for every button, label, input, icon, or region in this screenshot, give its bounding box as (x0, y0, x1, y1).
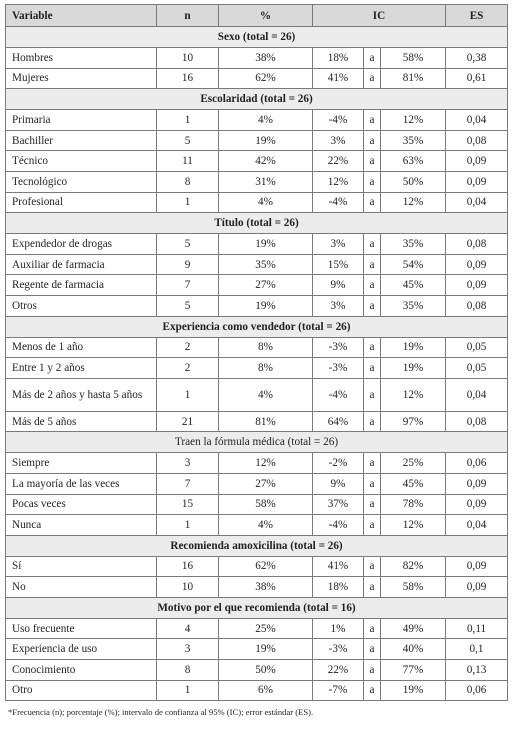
header-percent: % (219, 5, 313, 27)
section-header-row (6, 27, 508, 48)
es-cell: 0,08 (446, 234, 508, 255)
n-cell: 2 (157, 337, 219, 358)
ic-lower-cell: 12% (313, 171, 364, 192)
n-cell: 8 (157, 171, 219, 192)
ic-upper-cell: 58% (381, 577, 446, 598)
table-row (6, 411, 508, 432)
ic-lower-cell: 41% (313, 556, 364, 577)
es-cell: 0,09 (446, 577, 508, 598)
percent-cell: 31% (219, 171, 313, 192)
ic-upper-cell: 81% (381, 68, 446, 89)
n-cell: 3 (157, 453, 219, 474)
es-cell: 0,09 (446, 171, 508, 192)
variable-cell: Experiencia de uso (6, 639, 157, 660)
percent-cell: 38% (219, 577, 313, 598)
ic-upper-cell: 97% (381, 411, 446, 432)
ic-separator-cell: a (364, 618, 381, 639)
section-title: Traen la fórmula médica (total = 26) (6, 432, 508, 453)
ic-separator-cell: a (364, 358, 381, 379)
header-es: ES (446, 5, 508, 27)
ic-upper-cell: 45% (381, 275, 446, 296)
es-cell: 0,04 (446, 378, 508, 411)
n-cell: 10 (157, 48, 219, 69)
percent-cell: 19% (219, 639, 313, 660)
ic-separator-cell: a (364, 494, 381, 515)
section-header-row (6, 89, 508, 110)
section-title: Motivo por el que recomienda (total = 16) (6, 597, 508, 618)
ic-separator-cell: a (364, 68, 381, 89)
percent-cell: 35% (219, 254, 313, 275)
ic-upper-cell: 54% (381, 254, 446, 275)
ic-separator-cell: a (364, 473, 381, 494)
variable-cell: Otro (6, 680, 157, 701)
variable-cell: Sí (6, 556, 157, 577)
percent-cell: 27% (219, 275, 313, 296)
ic-separator-cell: a (364, 275, 381, 296)
n-cell: 8 (157, 660, 219, 681)
es-cell: 0,61 (446, 68, 508, 89)
ic-separator-cell: a (364, 577, 381, 598)
n-cell: 3 (157, 639, 219, 660)
table-row (6, 556, 508, 577)
table-row (6, 192, 508, 213)
n-cell: 5 (157, 130, 219, 151)
ic-lower-cell: 3% (313, 234, 364, 255)
ic-lower-cell: -4% (313, 515, 364, 536)
ic-upper-cell: 63% (381, 151, 446, 172)
table-row (6, 680, 508, 701)
ic-lower-cell: -4% (313, 378, 364, 411)
ic-lower-cell: 1% (313, 618, 364, 639)
n-cell: 1 (157, 192, 219, 213)
es-cell: 0,11 (446, 618, 508, 639)
es-cell: 0,08 (446, 411, 508, 432)
variable-cell: Menos de 1 año (6, 337, 157, 358)
variable-cell: Tecnológico (6, 171, 157, 192)
table-row (6, 577, 508, 598)
header-ic: IC (313, 5, 446, 27)
ic-separator-cell: a (364, 254, 381, 275)
table-row (6, 130, 508, 151)
ic-upper-cell: 12% (381, 110, 446, 131)
table-row (6, 660, 508, 681)
ic-upper-cell: 35% (381, 295, 446, 316)
results-table-container (5, 4, 507, 717)
ic-lower-cell: 22% (313, 660, 364, 681)
variable-cell: Más de 2 años y hasta 5 años (6, 378, 157, 411)
n-cell: 11 (157, 151, 219, 172)
section-title: Experiencia como vendedor (total = 26) (6, 316, 508, 337)
variable-cell: Uso frecuente (6, 618, 157, 639)
es-cell: 0,06 (446, 680, 508, 701)
es-cell: 0,08 (446, 130, 508, 151)
n-cell: 4 (157, 618, 219, 639)
table-row (6, 171, 508, 192)
es-cell: 0,04 (446, 110, 508, 131)
ic-upper-cell: 12% (381, 192, 446, 213)
percent-cell: 19% (219, 295, 313, 316)
n-cell: 16 (157, 556, 219, 577)
ic-upper-cell: 58% (381, 48, 446, 69)
ic-upper-cell: 12% (381, 515, 446, 536)
header-n: n (157, 5, 219, 27)
ic-lower-cell: -4% (313, 192, 364, 213)
n-cell: 7 (157, 275, 219, 296)
n-cell: 1 (157, 110, 219, 131)
ic-upper-cell: 19% (381, 337, 446, 358)
variable-cell: Bachiller (6, 130, 157, 151)
header-variable: Variable (6, 5, 157, 27)
section-title: Título (total = 26) (6, 213, 508, 234)
ic-lower-cell: -7% (313, 680, 364, 701)
ic-upper-cell: 50% (381, 171, 446, 192)
ic-lower-cell: 3% (313, 130, 364, 151)
percent-cell: 27% (219, 473, 313, 494)
n-cell: 2 (157, 358, 219, 379)
es-cell: 0,09 (446, 473, 508, 494)
ic-lower-cell: -3% (313, 358, 364, 379)
variable-cell: Regente de farmacia (6, 275, 157, 296)
ic-lower-cell: 22% (313, 151, 364, 172)
n-cell: 5 (157, 295, 219, 316)
ic-separator-cell: a (364, 192, 381, 213)
section-header-row (6, 213, 508, 234)
ic-lower-cell: 3% (313, 295, 364, 316)
table-row (6, 48, 508, 69)
table-body (6, 27, 508, 701)
ic-lower-cell: -4% (313, 110, 364, 131)
percent-cell: 38% (219, 48, 313, 69)
variable-cell: Otros (6, 295, 157, 316)
table-row (6, 378, 508, 411)
percent-cell: 62% (219, 556, 313, 577)
ic-separator-cell: a (364, 660, 381, 681)
table-row (6, 618, 508, 639)
ic-separator-cell: a (364, 171, 381, 192)
ic-upper-cell: 78% (381, 494, 446, 515)
ic-lower-cell: 9% (313, 275, 364, 296)
variable-cell: Más de 5 años (6, 411, 157, 432)
ic-separator-cell: a (364, 295, 381, 316)
ic-lower-cell: 18% (313, 48, 364, 69)
ic-upper-cell: 82% (381, 556, 446, 577)
table-row (6, 275, 508, 296)
results-table (5, 4, 508, 701)
variable-cell: La mayoría de las veces (6, 473, 157, 494)
variable-cell: No (6, 577, 157, 598)
es-cell: 0,09 (446, 494, 508, 515)
ic-lower-cell: 37% (313, 494, 364, 515)
ic-separator-cell: a (364, 48, 381, 69)
variable-cell: Entre 1 y 2 años (6, 358, 157, 379)
ic-lower-cell: 9% (313, 473, 364, 494)
ic-separator-cell: a (364, 110, 381, 131)
ic-separator-cell: a (364, 234, 381, 255)
percent-cell: 62% (219, 68, 313, 89)
percent-cell: 19% (219, 234, 313, 255)
variable-cell: Técnico (6, 151, 157, 172)
section-title: Sexo (total = 26) (6, 27, 508, 48)
variable-cell: Hombres (6, 48, 157, 69)
n-cell: 16 (157, 68, 219, 89)
ic-separator-cell: a (364, 680, 381, 701)
ic-separator-cell: a (364, 453, 381, 474)
ic-lower-cell: -3% (313, 337, 364, 358)
ic-lower-cell: 15% (313, 254, 364, 275)
percent-cell: 42% (219, 151, 313, 172)
section-header-row (6, 535, 508, 556)
variable-cell: Pocas veces (6, 494, 157, 515)
table-row (6, 337, 508, 358)
percent-cell: 4% (219, 110, 313, 131)
es-cell: 0,09 (446, 151, 508, 172)
ic-upper-cell: 25% (381, 453, 446, 474)
section-title: Recomienda amoxicilina (total = 26) (6, 535, 508, 556)
table-row (6, 234, 508, 255)
es-cell: 0,04 (446, 515, 508, 536)
table-row (6, 453, 508, 474)
table-row (6, 515, 508, 536)
n-cell: 5 (157, 234, 219, 255)
ic-upper-cell: 40% (381, 639, 446, 660)
n-cell: 1 (157, 515, 219, 536)
es-cell: 0,1 (446, 639, 508, 660)
es-cell: 0,13 (446, 660, 508, 681)
ic-upper-cell: 77% (381, 660, 446, 681)
section-header-row (6, 597, 508, 618)
variable-cell: Conocimiento (6, 660, 157, 681)
variable-cell: Siempre (6, 453, 157, 474)
table-footnote: *Frecuencia (n); porcentaje (%); intervalo de confianza al 95% (IC); error estándar (ES). (8, 707, 314, 718)
n-cell: 1 (157, 680, 219, 701)
ic-separator-cell: a (364, 515, 381, 536)
ic-upper-cell: 49% (381, 618, 446, 639)
percent-cell: 58% (219, 494, 313, 515)
section-header-row (6, 316, 508, 337)
es-cell: 0,06 (446, 453, 508, 474)
percent-cell: 12% (219, 453, 313, 474)
n-cell: 9 (157, 254, 219, 275)
table-row (6, 473, 508, 494)
variable-cell: Nunca (6, 515, 157, 536)
percent-cell: 4% (219, 515, 313, 536)
ic-lower-cell: -2% (313, 453, 364, 474)
percent-cell: 4% (219, 192, 313, 213)
es-cell: 0,05 (446, 337, 508, 358)
ic-separator-cell: a (364, 639, 381, 660)
table-row (6, 358, 508, 379)
variable-cell: Mujeres (6, 68, 157, 89)
es-cell: 0,38 (446, 48, 508, 69)
variable-cell: Primaria (6, 110, 157, 131)
percent-cell: 8% (219, 337, 313, 358)
es-cell: 0,05 (446, 358, 508, 379)
percent-cell: 6% (219, 680, 313, 701)
section-title: Escolaridad (total = 26) (6, 89, 508, 110)
ic-upper-cell: 35% (381, 130, 446, 151)
es-cell: 0,04 (446, 192, 508, 213)
table-row (6, 254, 508, 275)
variable-cell: Auxiliar de farmacia (6, 254, 157, 275)
table-row (6, 151, 508, 172)
ic-upper-cell: 12% (381, 378, 446, 411)
ic-lower-cell: -3% (313, 639, 364, 660)
percent-cell: 25% (219, 618, 313, 639)
ic-upper-cell: 45% (381, 473, 446, 494)
ic-lower-cell: 18% (313, 577, 364, 598)
header-row (6, 5, 508, 27)
percent-cell: 8% (219, 358, 313, 379)
percent-cell: 4% (219, 378, 313, 411)
section-header-row (6, 432, 508, 453)
ic-separator-cell: a (364, 151, 381, 172)
n-cell: 1 (157, 378, 219, 411)
ic-upper-cell: 19% (381, 358, 446, 379)
percent-cell: 19% (219, 130, 313, 151)
variable-cell: Profesional (6, 192, 157, 213)
es-cell: 0,09 (446, 556, 508, 577)
ic-separator-cell: a (364, 378, 381, 411)
table-row (6, 639, 508, 660)
es-cell: 0,09 (446, 275, 508, 296)
ic-separator-cell: a (364, 130, 381, 151)
n-cell: 7 (157, 473, 219, 494)
es-cell: 0,09 (446, 254, 508, 275)
ic-separator-cell: a (364, 556, 381, 577)
ic-upper-cell: 19% (381, 680, 446, 701)
variable-cell: Expendedor de drogas (6, 234, 157, 255)
percent-cell: 50% (219, 660, 313, 681)
ic-separator-cell: a (364, 411, 381, 432)
ic-upper-cell: 35% (381, 234, 446, 255)
n-cell: 15 (157, 494, 219, 515)
es-cell: 0,08 (446, 295, 508, 316)
table-row (6, 494, 508, 515)
table-row (6, 110, 508, 131)
table-row (6, 68, 508, 89)
n-cell: 10 (157, 577, 219, 598)
ic-separator-cell: a (364, 337, 381, 358)
table-row (6, 295, 508, 316)
percent-cell: 81% (219, 411, 313, 432)
ic-lower-cell: 41% (313, 68, 364, 89)
ic-lower-cell: 64% (313, 411, 364, 432)
n-cell: 21 (157, 411, 219, 432)
